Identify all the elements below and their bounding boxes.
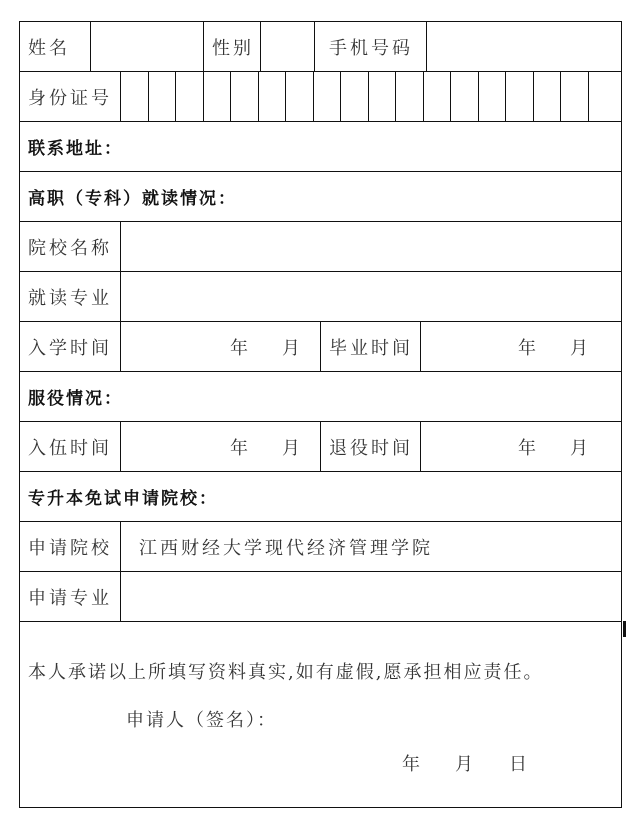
pledge-section [20,622,621,807]
id-digit-box[interactable] [231,72,259,121]
table-edge-mark [623,621,626,637]
id-digit-box[interactable] [176,72,204,121]
id-digit-box[interactable] [534,72,562,121]
id-digit-box[interactable] [259,72,287,121]
apply-section-title: 专升本免试申请院校： [28,489,218,509]
service-period-row [20,422,621,472]
enroll-year-unit: 年 [230,337,248,359]
basic-info-row [20,22,621,72]
name-label: 姓名 [20,22,91,71]
enlist-time-label: 入伍时间 [20,422,121,471]
school-name-row [20,222,621,272]
id-digit-box[interactable] [314,72,342,121]
discharge-time-label: 退役时间 [321,422,421,471]
graduation-time-label: 毕业时间 [321,322,421,371]
apply-major-row [20,572,621,622]
service-section-title: 服役情况： [28,389,123,409]
school-name-field[interactable] [121,222,623,271]
id-digit-box[interactable] [149,72,177,121]
enroll-month-unit: 月 [282,337,300,359]
phone-field[interactable] [427,22,623,71]
id-digit-box[interactable] [479,72,507,121]
discharge-year-unit: 年 [518,437,536,459]
id-digit-box[interactable] [451,72,479,121]
gender-field[interactable] [261,22,315,71]
graduation-month-unit: 月 [570,337,588,359]
id-digit-box[interactable] [369,72,397,121]
apply-section-row [20,472,621,522]
apply-school-row [20,522,621,572]
enroll-time-label: 入学时间 [20,322,121,371]
apply-school-value[interactable]: 江西财经大学现代经济管理学院 [139,537,433,559]
gender-label: 性别 [204,22,261,71]
school-name-label: 院校名称 [20,222,121,271]
date-month-unit: 月 [455,754,475,775]
id-digit-box[interactable] [424,72,452,121]
date-day-unit: 日 [509,754,529,775]
major-field[interactable] [121,272,623,321]
name-field[interactable] [91,22,204,71]
id-digit-box[interactable] [286,72,314,121]
address-row [20,122,621,172]
enlist-year-unit: 年 [230,437,248,459]
id-digit-box[interactable] [341,72,369,121]
application-form [19,21,622,808]
apply-major-field[interactable] [121,572,623,621]
date-year-unit: 年 [402,754,422,775]
college-section-title: 高职（专科）就读情况： [28,189,237,209]
service-section-row [20,372,621,422]
discharge-month-unit: 月 [570,437,588,459]
apply-school-label: 申请院校 [20,522,121,571]
pledge-text: 本人承诺以上所填写资料真实,如有虚假,愿承担相应责任。 [28,662,544,683]
signature-label: 申请人（签名）： [126,710,277,731]
id-number-label: 身份证号 [20,72,121,121]
graduation-year-unit: 年 [518,337,536,359]
major-row [20,272,621,322]
id-digit-box[interactable] [396,72,424,121]
id-digit-box[interactable] [121,72,149,121]
id-digit-box[interactable] [561,72,589,121]
phone-label: 手机号码 [315,22,427,71]
address-label: 联系地址： [28,139,123,159]
id-digit-box[interactable] [204,72,232,121]
id-digit-box[interactable] [506,72,534,121]
apply-major-label: 申请专业 [20,572,121,621]
id-number-row [20,72,621,122]
id-digit-box[interactable] [589,72,624,121]
college-section-row [20,172,621,222]
enlist-month-unit: 月 [282,437,300,459]
study-period-row [20,322,621,372]
major-label: 就读专业 [20,272,121,321]
